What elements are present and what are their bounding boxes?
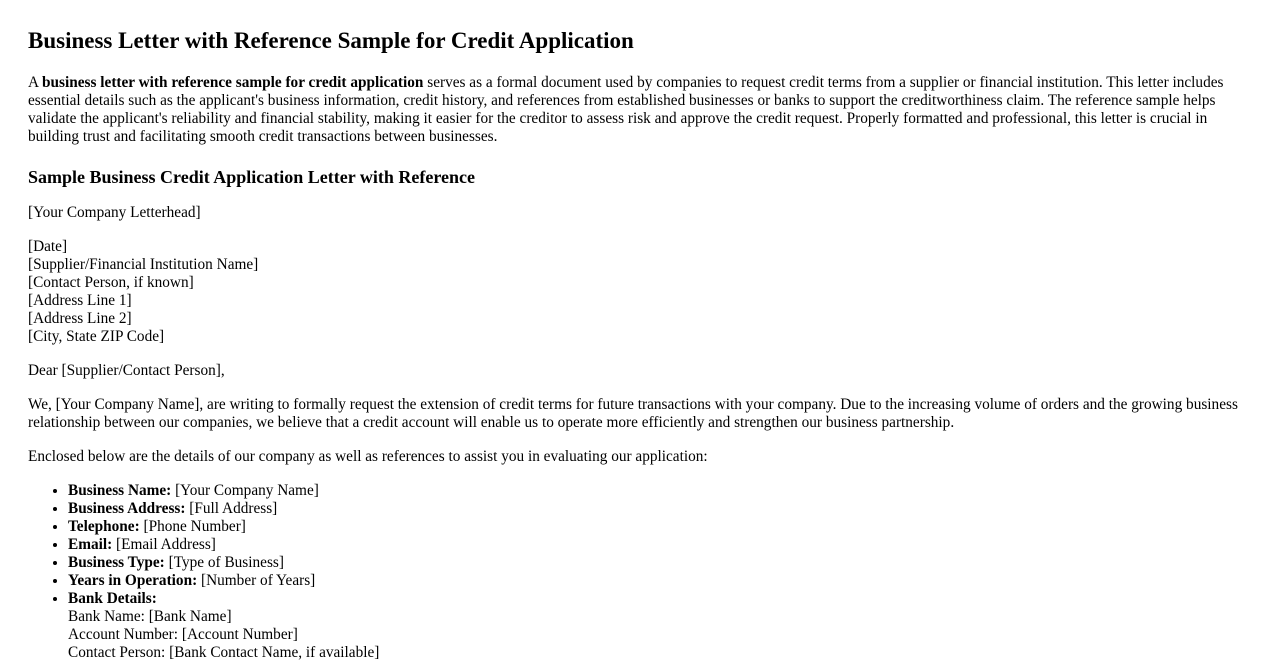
list-item	[68, 590, 1250, 662]
address-line-recipient: [Supplier/Financial Institution Name]	[28, 256, 259, 273]
detail-value: [Your Company Name]	[171, 482, 319, 499]
detail-label: Email:	[68, 536, 113, 553]
address-block	[28, 238, 1250, 346]
list-item	[68, 518, 1250, 536]
list-item	[68, 536, 1250, 554]
salutation: Dear [Supplier/Contact Person],	[28, 362, 225, 379]
intro-prefix: A	[28, 74, 43, 91]
intro-paragraph	[28, 74, 1250, 146]
detail-value: [Phone Number]	[139, 518, 246, 535]
address-line-2: [Address Line 2]	[28, 310, 132, 327]
bank-name-line: Bank Name: [Bank Name]	[68, 608, 232, 625]
sample-heading: Sample Business Credit Application Letter with Reference	[28, 167, 475, 187]
address-line-contact: [Contact Person, if known]	[28, 274, 194, 291]
detail-label: Years in Operation:	[68, 572, 198, 589]
intro-rest: serves as a formal document used by companies to request credit terms from a supplier or financial institution. This letter includes essential details such as the applicant's business information, credit history, and references from established businesses or banks to support the creditworthiness claim. The reference sample helps validate the applicant's reliability and financial stability, making it easier for the creditor to assess risk and approve the credit request. Properly formatted and professional, this letter is crucial in building trust and facilitating smooth credit transactions between businesses.	[28, 74, 1224, 145]
address-line-city: [City, State ZIP Code]	[28, 328, 165, 345]
detail-label: Telephone:	[68, 518, 140, 535]
intro-bold-term: business letter with reference sample for credit application	[42, 74, 424, 91]
detail-label: Business Name:	[68, 482, 172, 499]
address-line-date: [Date]	[28, 238, 68, 255]
letter-paragraph-1: We, [Your Company Name], are writing to formally request the extension of credit terms for future transactions with your company. Due to the increasing volume of orders and the growing business relationship between our companies, we believe that a credit account will enable us to operate more efficiently and strengthen our business partnership.	[28, 396, 1238, 431]
list-item	[68, 500, 1250, 518]
page-title: Business Letter with Reference Sample for Credit Application	[28, 28, 634, 53]
bank-account-line: Account Number: [Account Number]	[68, 626, 298, 643]
detail-label: Bank Details:	[68, 590, 157, 607]
business-details-list	[28, 482, 1250, 662]
letterhead: [Your Company Letterhead]	[28, 204, 201, 221]
letter-paragraph-2: Enclosed below are the details of our company as well as references to assist you in evaluating our application:	[28, 448, 708, 465]
list-item	[68, 482, 1250, 500]
list-item	[68, 572, 1250, 590]
detail-label: Business Address:	[68, 500, 186, 517]
detail-label: Business Type:	[68, 554, 165, 571]
detail-value: [Type of Business]	[164, 554, 284, 571]
address-line-1: [Address Line 1]	[28, 292, 132, 309]
bank-contact-line: Contact Person: [Bank Contact Name, if available]	[68, 644, 380, 661]
detail-value: [Full Address]	[185, 500, 278, 517]
detail-value: [Email Address]	[112, 536, 216, 553]
detail-value: [Number of Years]	[197, 572, 316, 589]
list-item	[68, 554, 1250, 572]
